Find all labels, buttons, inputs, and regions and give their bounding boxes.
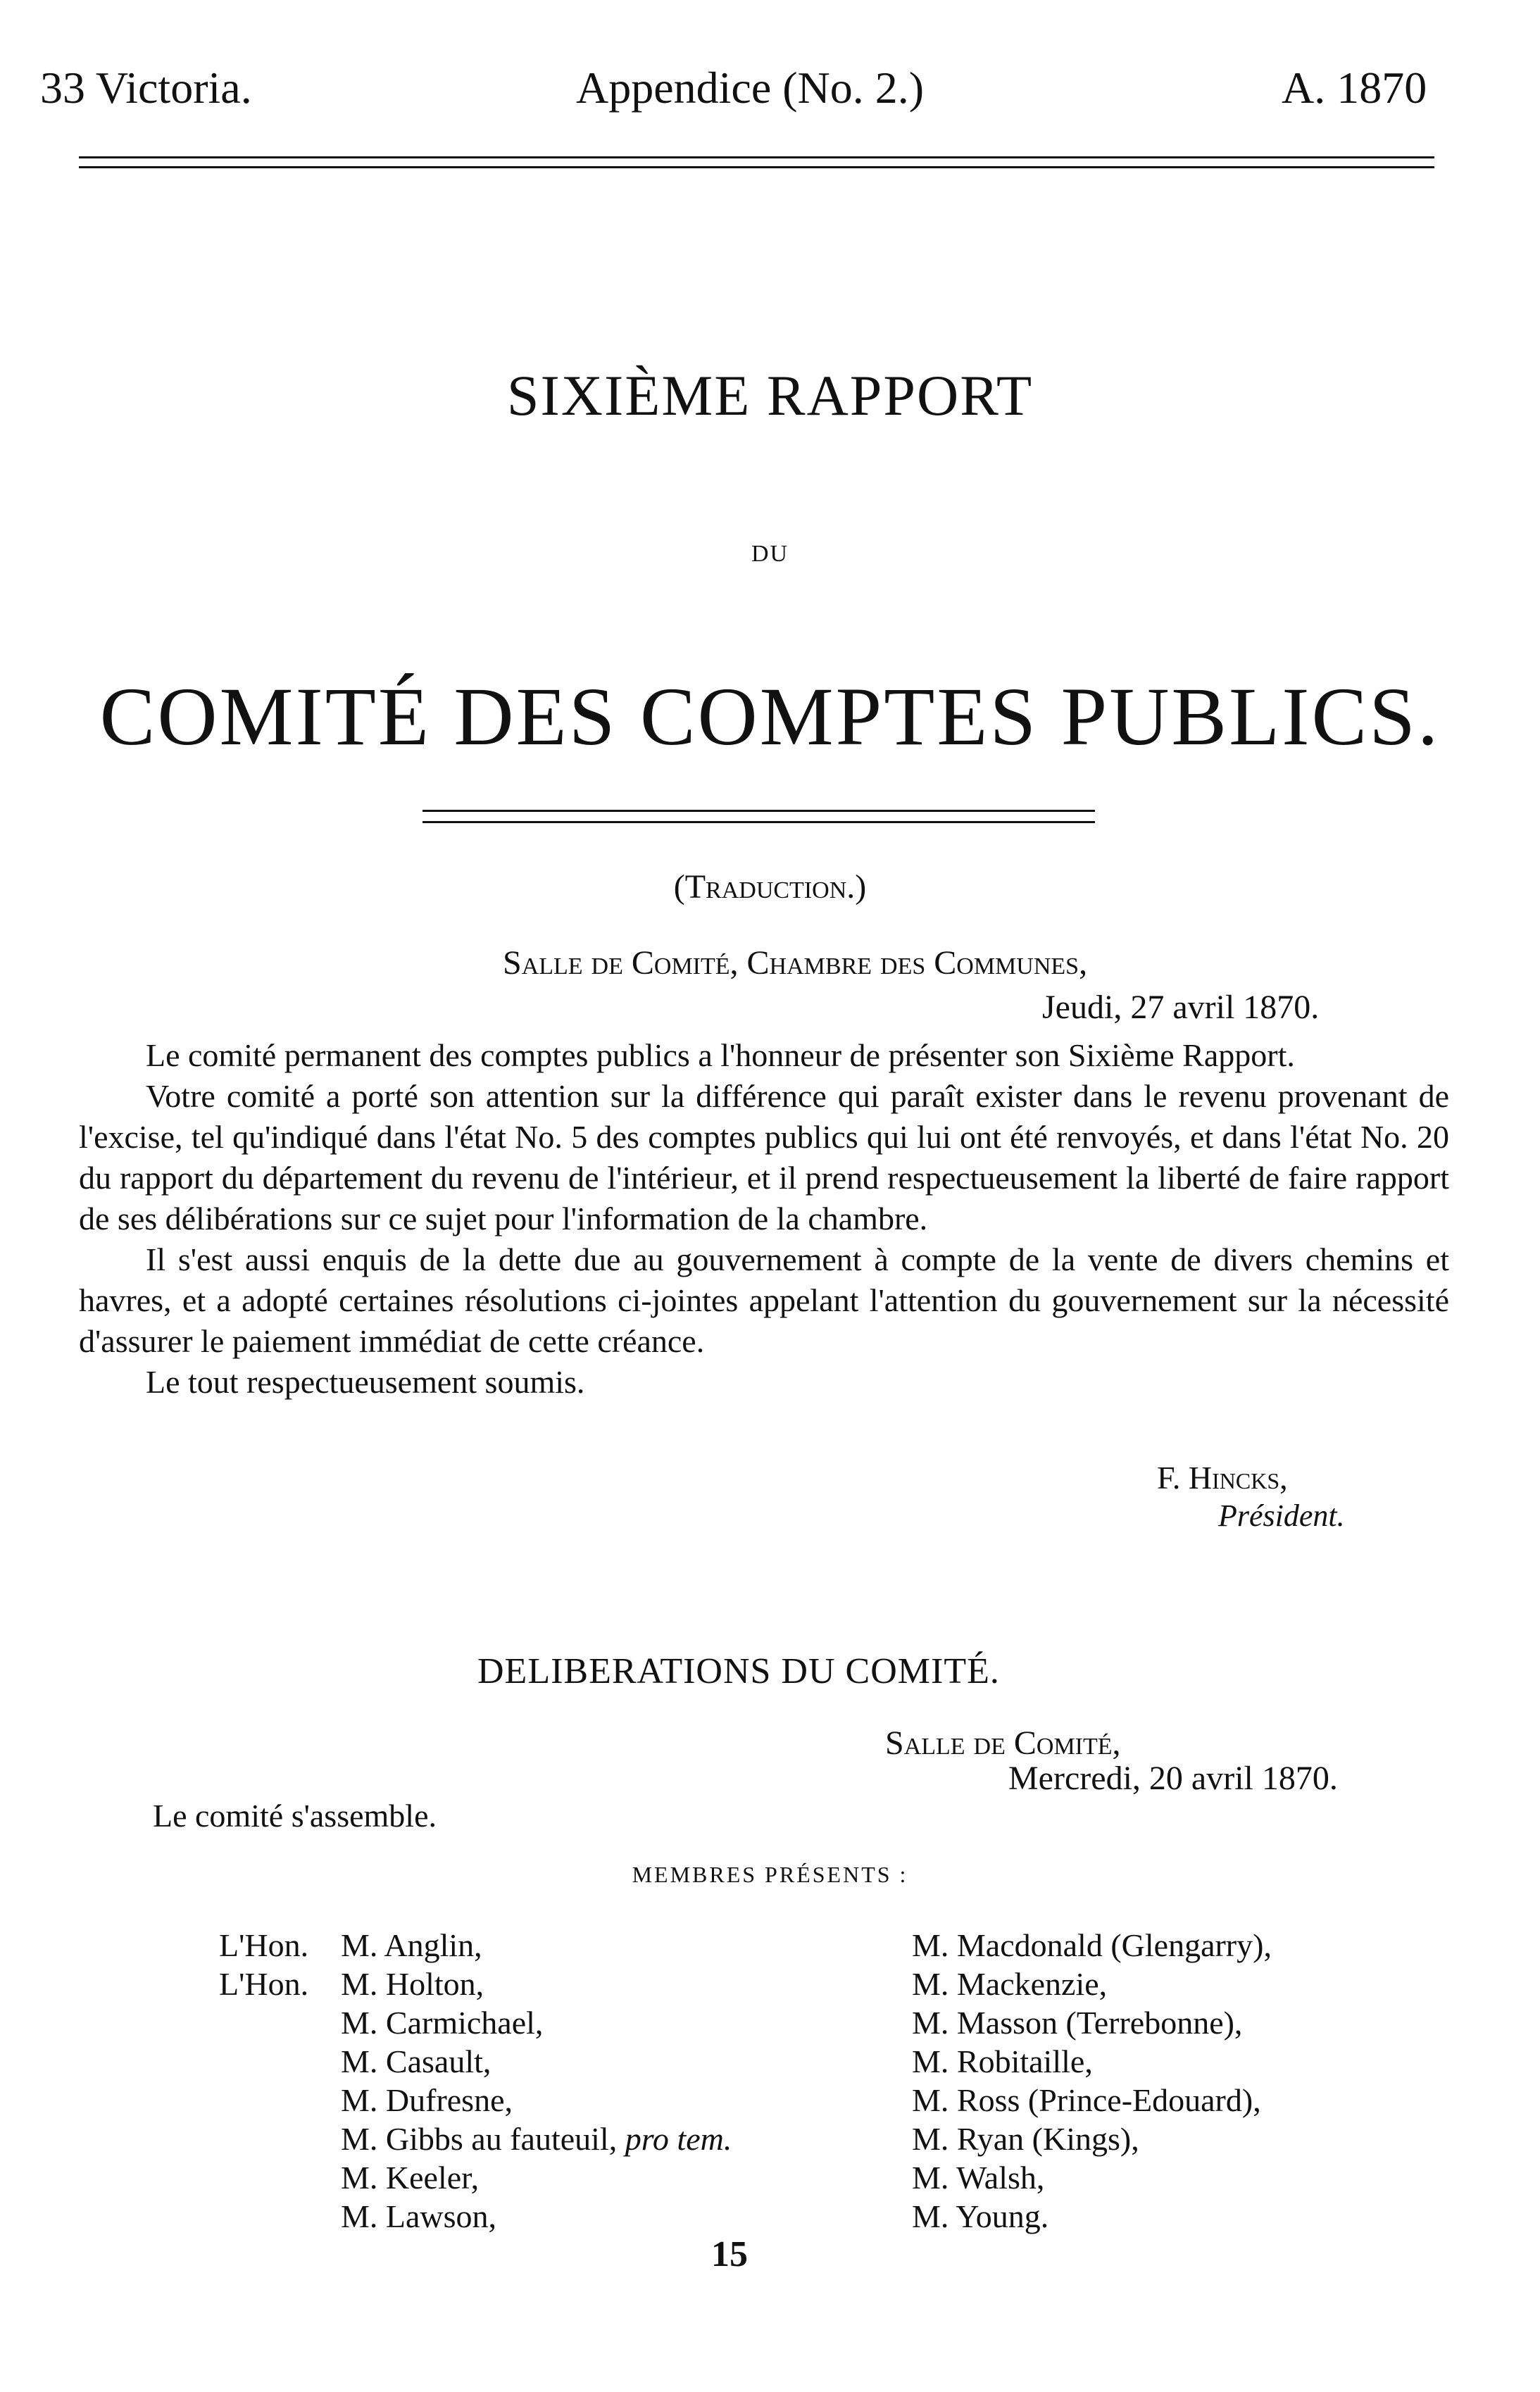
members-right-column (912, 1926, 1272, 2236)
member-name: M. Ryan (Kings), (912, 2121, 1139, 2157)
paragraph: Le comité permanent des comptes publics a l'honneur de présenter son Sixième Rapport. (146, 1037, 1295, 1073)
member-row (219, 2081, 732, 2119)
member-name: M. Casault, (341, 2043, 492, 2079)
header-rule-top (79, 156, 1434, 158)
member-row (219, 2042, 732, 2081)
title-line1: SIXIÈME RAPPORT (506, 363, 1034, 427)
member-name: M. Robitaille, (912, 2043, 1093, 2079)
page-number: 15 (711, 2234, 748, 2274)
member-name: M. Lawson, (341, 2198, 497, 2234)
deliberations-place: Salle de Comité, (885, 1724, 1121, 1762)
signature-title: Président. (1218, 1498, 1345, 1533)
member-name: M. Keeler, (341, 2160, 480, 2196)
header-center: Appendice (No. 2.) (576, 63, 925, 113)
member-name: M. Macdonald (Glengarry), (912, 1927, 1272, 1963)
title-line3: COMITÉ DES COMPTES PUBLICS. (99, 670, 1441, 763)
members-heading: MEMBRES PRÉSENTS : (632, 1862, 908, 1887)
report-body (79, 1035, 1449, 1403)
member-note: pro tem. (625, 2121, 732, 2157)
member-row (219, 1965, 732, 2003)
title-line2: DU (751, 541, 789, 567)
paragraph: Le tout respectueusement soumis. (146, 1364, 585, 1400)
member-row (219, 2197, 732, 2236)
members-left-column (219, 1926, 732, 2236)
header-rule-bottom (79, 166, 1434, 168)
paragraph: Il s'est aussi enquis de la dette due au gouvernement à compte de la vente de divers chemins et havres, et a adopté certaines résolutions ci-jointes appelant l'attention du gouvernement sur la nécessité d'assurer le paiement immédiat de cette créance. (79, 1241, 1449, 1359)
assembly-line: Le comité s'assemble. (153, 1798, 437, 1834)
member-prefix: L'Hon. (219, 1927, 309, 1963)
member-row (219, 2119, 732, 2158)
place-line: Salle de Comité, Chambre des Communes, (503, 944, 1088, 982)
member-name: M. Mackenzie, (912, 1966, 1108, 2002)
member-name: M. Holton, (341, 1966, 484, 2002)
deliberations-heading: DELIBERATIONS DU COMITÉ. (477, 1651, 1000, 1691)
header-left: 33 Victoria. (40, 63, 252, 113)
deliberations-date: Mercredi, 20 avril 1870. (1008, 1760, 1338, 1797)
member-name: M. Masson (Terrebonne), (912, 2005, 1243, 2041)
member-name: M. Gibbs au fauteuil, (341, 2121, 625, 2157)
member-name: M. Anglin, (341, 1927, 482, 1963)
member-name: M. Walsh, (912, 2160, 1045, 2196)
title-rule-bottom (422, 821, 1095, 823)
member-prefix: L'Hon. (219, 1966, 309, 2002)
member-name: M. Young. (912, 2198, 1049, 2234)
signature-name: F. Hincks, (1157, 1460, 1288, 1496)
member-name: M. Dufresne, (341, 2082, 513, 2118)
member-row (219, 2158, 732, 2197)
member-name: M. Ross (Prince-Edouard), (912, 2082, 1261, 2118)
member-row (219, 1926, 732, 1965)
paragraph: Votre comité a porté son attention sur la différence qui paraît exister dans le revenu provenant de l'excise, tel qu'indiqué dans l'état No. 5 des comptes publics qui lui ont été renvoyés, et dans l'état No. 20 du rapport du département du revenu de l'intérieur, et il prend respectueusement la liberté de faire rapport de ses délibérations sur ce sujet pour l'information de la chambre. (79, 1078, 1449, 1236)
traduction-note: (Traduction.) (673, 868, 867, 906)
member-row (219, 2003, 732, 2042)
header-right: A. 1870 (1282, 63, 1427, 113)
member-name: M. Carmichael, (341, 2005, 544, 2041)
title-rule-top (422, 810, 1095, 812)
date-line: Jeudi, 27 avril 1870. (1042, 989, 1320, 1026)
